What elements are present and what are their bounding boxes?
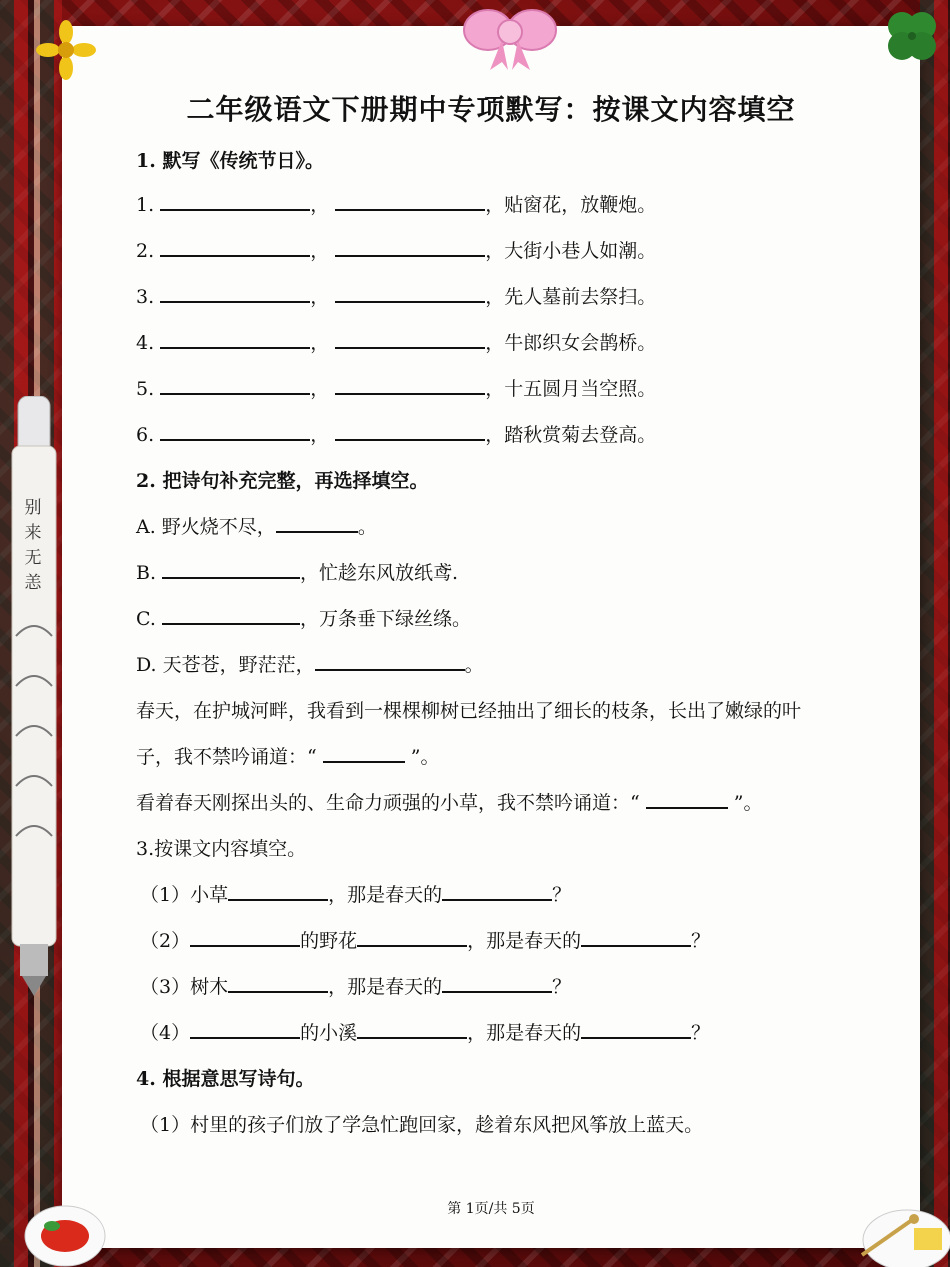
answer-blank[interactable] — [160, 237, 310, 257]
paragraph-text: 子，我不禁吟诵道：“ — [136, 746, 323, 768]
answer-blank[interactable] — [357, 1019, 467, 1039]
pen-icon — [8, 396, 60, 996]
option-d — [136, 650, 484, 677]
section4-heading: 4. 根据意思写诗句。 — [136, 1068, 315, 1090]
flower-icon — [36, 20, 96, 80]
answer-blank[interactable] — [162, 559, 300, 579]
section3-q4 — [140, 1018, 710, 1045]
item-number: 2. — [136, 240, 155, 262]
answer-blank[interactable] — [228, 973, 328, 993]
q-text: ，那是春天的 — [328, 884, 443, 906]
answer-blank[interactable] — [276, 513, 358, 533]
answer-blank[interactable] — [160, 191, 310, 211]
dessert-plate-icon — [852, 1200, 950, 1267]
answer-blank[interactable] — [357, 927, 467, 947]
q-text: ，那是春天的 — [328, 976, 443, 998]
section2-heading: 2. 把诗句补充完整，再选择填空。 — [136, 470, 429, 492]
item-number: 3. — [136, 286, 155, 308]
option-d-end: 。 — [464, 654, 484, 676]
q-text: （1）小草 — [140, 884, 229, 906]
tablecloth-pattern-right — [920, 0, 950, 1267]
answer-blank[interactable] — [160, 421, 310, 441]
option-a-text: A. 野火烧不尽， — [136, 516, 276, 538]
q-text: ，那是春天的 — [467, 1022, 582, 1044]
section4-q1: （1）村里的孩子们放了学急忙跑回家，趁着东风把风筝放上蓝天。 — [140, 1114, 704, 1136]
paragraph-grass — [136, 788, 763, 815]
answer-blank[interactable] — [162, 605, 300, 625]
answer-blank[interactable] — [160, 375, 310, 395]
answer-blank[interactable] — [315, 651, 465, 671]
answer-blank[interactable] — [581, 927, 691, 947]
answer-blank[interactable] — [335, 283, 485, 303]
pen-char: 来 — [24, 523, 42, 543]
section1-heading: 1. 默写《传统节日》。 — [136, 150, 324, 172]
answer-blank[interactable] — [581, 1019, 691, 1039]
pen-char: 恙 — [24, 573, 42, 593]
section1-item-2 — [136, 236, 656, 263]
q-end: ？ — [691, 930, 711, 952]
comma: ， — [310, 424, 330, 446]
comma: ， — [310, 194, 330, 216]
item-tail: ，十五圆月当空照。 — [485, 378, 657, 400]
pen-char: 别 — [24, 498, 42, 518]
q-text: （4） — [140, 1022, 191, 1044]
q-end: ？ — [552, 976, 572, 998]
answer-blank[interactable] — [190, 927, 300, 947]
comma: ， — [310, 332, 330, 354]
option-d-text: D. 天苍苍，野茫茫， — [136, 654, 315, 676]
section3-q2 — [140, 926, 710, 953]
section3-q1 — [140, 880, 571, 907]
section3-q3 — [140, 972, 571, 999]
option-c — [136, 604, 471, 631]
q-end: ？ — [691, 1022, 711, 1044]
paragraph-text: 看着春天刚探出头的、生命力顽强的小草，我不禁吟诵道：“ — [136, 792, 646, 814]
comma: ， — [310, 240, 330, 262]
q-text: ，那是春天的 — [467, 930, 582, 952]
q-text: （2） — [140, 930, 191, 952]
option-b — [136, 558, 458, 585]
option-a-end: 。 — [357, 516, 377, 538]
answer-blank[interactable] — [335, 191, 485, 211]
answer-blank[interactable] — [323, 743, 405, 763]
item-tail: ，踏秋赏菊去登高。 — [485, 424, 657, 446]
item-number: 5. — [136, 378, 155, 400]
answer-blank[interactable] — [442, 881, 552, 901]
option-a — [136, 512, 377, 539]
answer-blank[interactable] — [335, 421, 485, 441]
answer-blank[interactable] — [335, 329, 485, 349]
section1-item-4 — [136, 328, 656, 355]
section3-heading: 3.按课文内容填空。 — [136, 838, 307, 860]
item-tail: ，先人墓前去祭扫。 — [485, 286, 657, 308]
option-b-text: ，忙趁东风放纸鸢. — [300, 562, 459, 584]
clover-icon — [880, 4, 944, 74]
answer-blank[interactable] — [228, 881, 328, 901]
item-number: 6. — [136, 424, 155, 446]
item-number: 4. — [136, 332, 155, 354]
answer-blank[interactable] — [160, 283, 310, 303]
section1-item-3 — [136, 282, 656, 309]
q-end: ？ — [552, 884, 572, 906]
q-text: （3）树木 — [140, 976, 229, 998]
paragraph-willow-line2 — [136, 742, 440, 769]
section1-item-6 — [136, 420, 656, 447]
answer-blank[interactable] — [442, 973, 552, 993]
paragraph-willow-line1: 春天，在护城河畔，我看到一棵棵柳树已经抽出了细长的枝条，长出了嫩绿的叶 — [136, 700, 802, 722]
pink-bow-icon — [462, 0, 558, 72]
q-text: 的小溪 — [300, 1022, 358, 1044]
worksheet-paper — [62, 26, 920, 1248]
item-tail: ，大街小巷人如潮。 — [485, 240, 657, 262]
comma: ， — [310, 378, 330, 400]
option-c-text: ，万条垂下绿丝绦。 — [299, 608, 471, 630]
comma: ， — [310, 286, 330, 308]
paragraph-text-end: ”。 — [727, 792, 763, 814]
answer-blank[interactable] — [335, 375, 485, 395]
section1-item-1 — [136, 190, 656, 217]
option-b-label: B. — [136, 562, 163, 584]
answer-blank[interactable] — [190, 1019, 300, 1039]
page-footer: 第 1页/共 5页 — [447, 1201, 535, 1217]
q-text: 的野花 — [300, 930, 358, 952]
item-tail: ，贴窗花，放鞭炮。 — [485, 194, 657, 216]
pen-inscription — [18, 496, 48, 596]
item-tail: ，牛郎织女会鹊桥。 — [485, 332, 657, 354]
paragraph-text-end: ”。 — [404, 746, 440, 768]
answer-blank[interactable] — [160, 329, 310, 349]
section1-item-5 — [136, 374, 656, 401]
page-title: 二年级语文下册期中专项默写：按课文内容填空 — [186, 93, 796, 126]
food-plate-icon — [22, 1196, 108, 1267]
answer-blank[interactable] — [646, 789, 728, 809]
option-c-label: C. — [136, 608, 162, 630]
answer-blank[interactable] — [335, 237, 485, 257]
item-number: 1. — [136, 194, 155, 216]
pen-char: 无 — [24, 548, 42, 568]
